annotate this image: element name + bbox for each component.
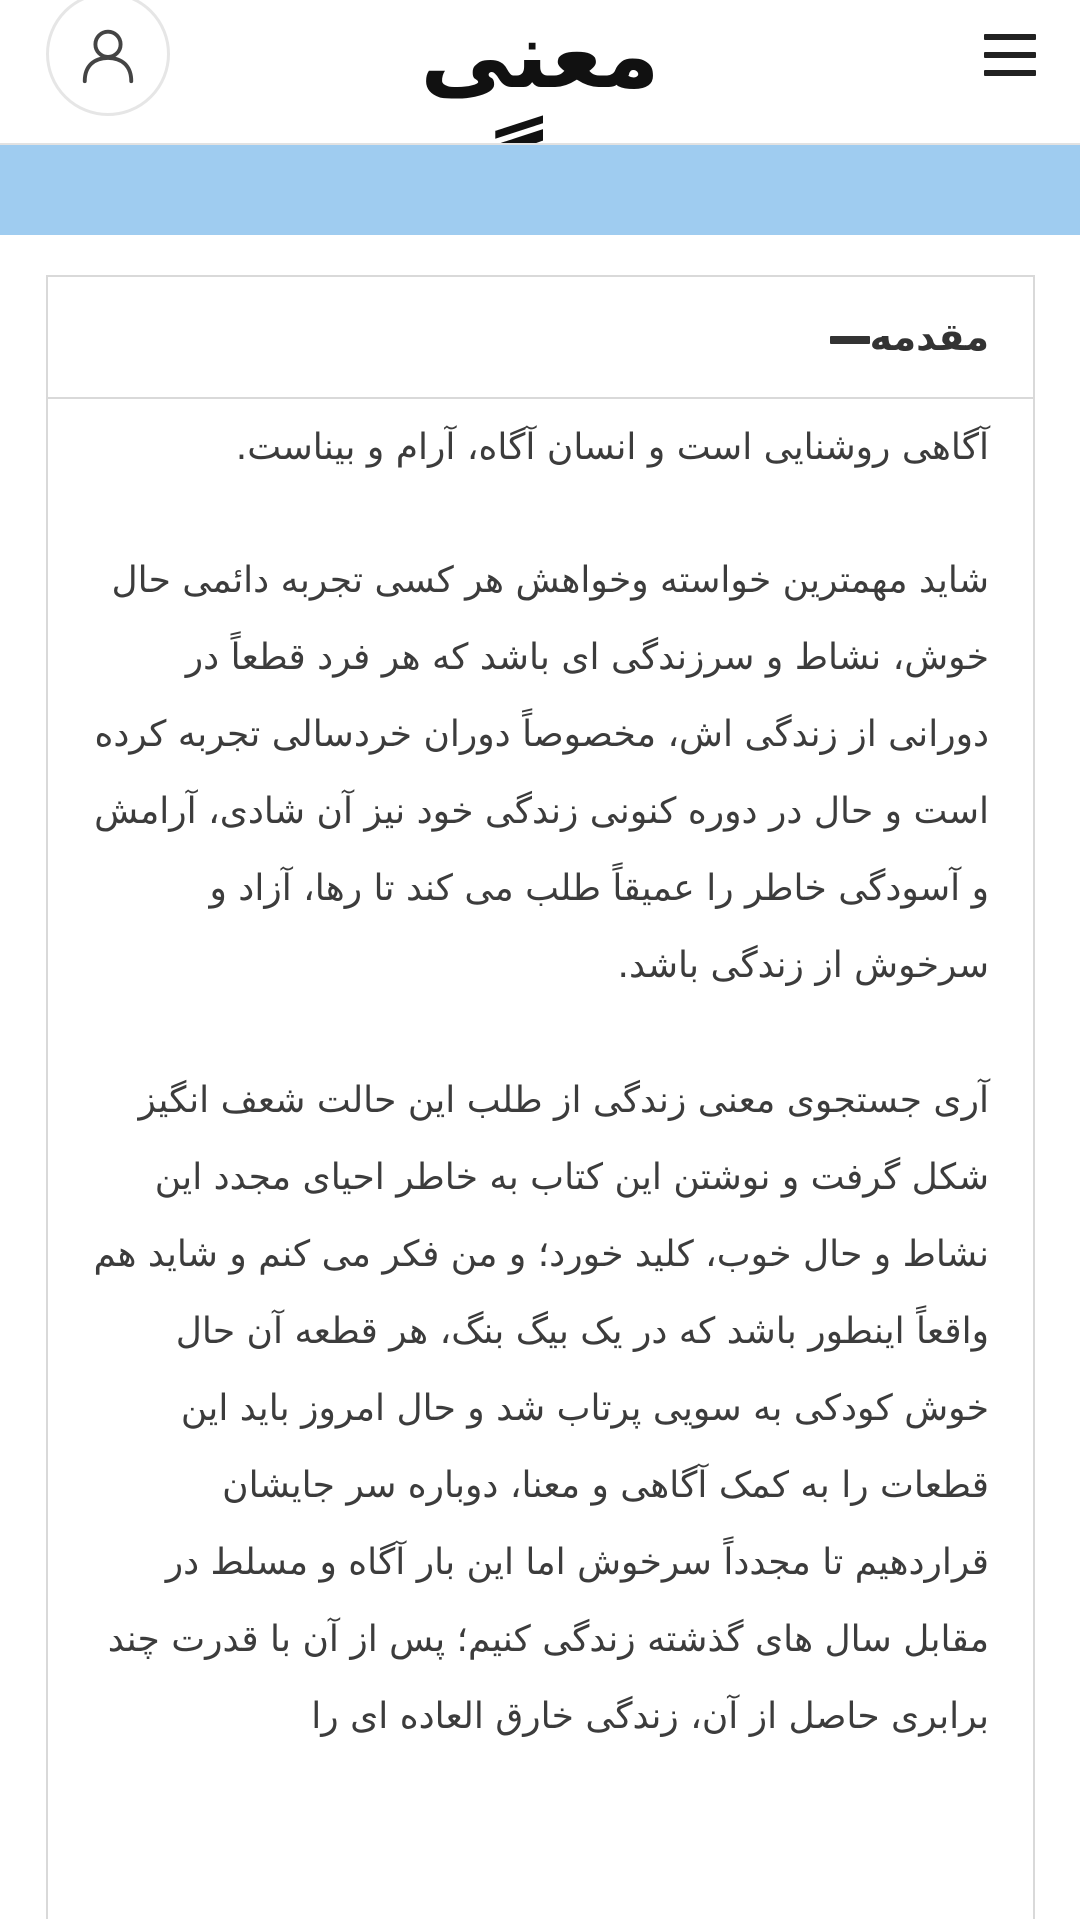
user-account-button[interactable]: [46, 0, 170, 116]
blue-banner: [0, 145, 1080, 235]
section-title: مقدمه: [869, 315, 989, 359]
menu-bar: [984, 52, 1036, 58]
hamburger-menu-icon[interactable]: [982, 30, 1038, 80]
paragraph: آگاهی روشنایی است و انسان آگاه، آرام و بیناست.: [235, 427, 989, 468]
user-icon: [77, 23, 139, 85]
menu-bar: [984, 70, 1036, 76]
menu-bar: [984, 34, 1036, 40]
minus-icon[interactable]: [830, 336, 870, 344]
section-body: [48, 401, 1033, 1813]
site-title[interactable]: معنی: [420, 2, 660, 109]
intro-section-panel: [46, 275, 1035, 1919]
paragraph: شاید مهمترین خواسته وخواهش هر کسی تجربه دائمی حال خوش، نشاط و سرزندگی ای باشد که هر فرد قطعاً در دورانی از زندگی اش، مخصوصاً دوران خردسالی تجربه کرده است و حال در دوره کنونی زندگی خود نیز آن شادی، آرامش و آسودگی خاطر را عمیقاً طلب می کند تا رها، آزاد و سرخوش از زندگی باشد.: [94, 560, 989, 986]
section-header[interactable]: [48, 277, 1033, 399]
top-header: [0, 0, 1080, 145]
paragraph: آری جستجوی معنی زندگی از طلب این حالت شعف انگیز شکل گرفت و نوشتن این کتاب به خاطر احیای مجدد این نشاط و حال خوب، کلید خورد؛ و من فکر می کنم و شاید هم واقعاً اینطور باشد که در یک بیگ بنگ، هر قطعه آن حال خوش کودکی به سویی پرتاب شد و حال امروز باید این قطعات را به کمک آگاهی و معنا، دوباره سر جایشان قراردهیم تا مجدداً سرخوش اما این بار آگاه و مسلط در مقابل سال های گذشته زندگی کنیم؛ پس از آن با قدرت چند برابری حاصل از آن، زندگی خارق العاده ای را: [93, 1080, 989, 1737]
